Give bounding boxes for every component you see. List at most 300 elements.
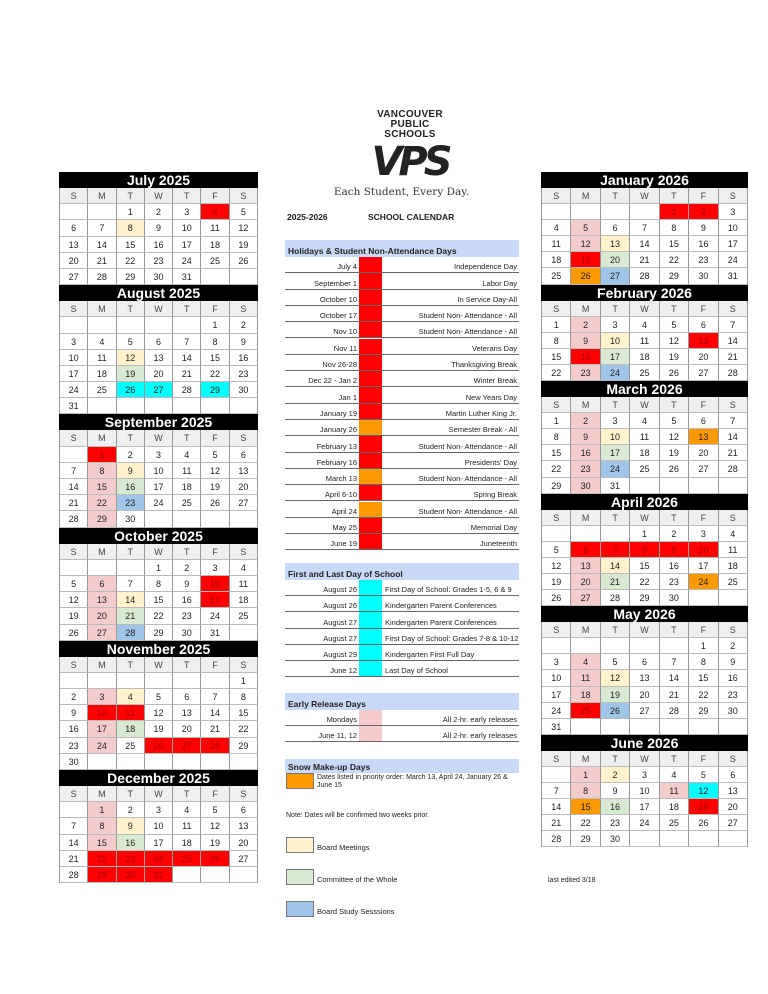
day-cell: 30 (117, 867, 145, 883)
day-cell: 7 (630, 220, 659, 236)
day-cell: 17 (145, 835, 173, 851)
weekday-label: M (88, 188, 116, 204)
color-swatch (359, 518, 382, 533)
empty-cell (230, 754, 258, 770)
day-cell: 15 (542, 349, 571, 365)
day-cell: 21 (60, 851, 88, 867)
first-last-row (285, 645, 519, 661)
title-year: 2025-2026 (287, 212, 328, 222)
weekday-label: M (571, 751, 600, 767)
day-cell: 10 (145, 463, 173, 479)
logo-mark: VPS (371, 139, 449, 185)
day-cell: 8 (542, 429, 571, 445)
day-cell: 28 (719, 461, 748, 477)
day-cell: 15 (117, 237, 145, 253)
month-grid (541, 622, 748, 735)
holiday-row (285, 273, 519, 289)
weekday-label: T (660, 397, 689, 413)
weekday-label: S (60, 544, 88, 560)
day-cell: 14 (719, 333, 748, 349)
day-cell: 1 (230, 673, 258, 689)
month-title: April 2026 (541, 494, 748, 510)
day-cell: 30 (660, 590, 689, 606)
day-cell: 14 (719, 429, 748, 445)
day-cell: 26 (689, 815, 718, 831)
event-date: August 26 (323, 601, 357, 611)
day-cell: 23 (117, 851, 145, 867)
day-cell: 29 (630, 590, 659, 606)
empty-cell (117, 398, 145, 414)
event-date: February 16 (316, 457, 357, 467)
empty-cell (601, 638, 630, 654)
day-cell: 4 (88, 334, 116, 350)
day-cell: 13 (571, 558, 600, 574)
month-calendar (59, 172, 258, 285)
snow-heading: Snow Make-up Days (285, 759, 519, 773)
holiday-row (285, 371, 519, 387)
day-cell: 22 (88, 851, 116, 867)
month-title: June 2026 (541, 735, 748, 751)
day-cell: 20 (230, 479, 258, 495)
weekday-label: T (173, 430, 201, 446)
empty-cell (689, 831, 718, 847)
empty-cell (689, 719, 718, 735)
day-cell: 26 (60, 625, 88, 641)
empty-cell (630, 638, 659, 654)
day-cell: 5 (660, 413, 689, 429)
month-grid (541, 397, 748, 494)
day-cell: 29 (145, 625, 173, 641)
day-cell: 10 (689, 542, 718, 558)
weekday-label: W (145, 544, 173, 560)
event-date: Dec 22 - Jan 2 (308, 376, 357, 386)
day-cell: 5 (201, 447, 229, 463)
day-cell: 19 (201, 835, 229, 851)
empty-cell (201, 754, 229, 770)
day-cell: 3 (145, 447, 173, 463)
empty-cell (117, 673, 145, 689)
day-cell: 29 (201, 382, 229, 398)
day-cell: 30 (173, 625, 201, 641)
day-cell: 15 (88, 835, 116, 851)
weekday-label: F (689, 397, 718, 413)
day-cell: 24 (60, 382, 88, 398)
day-cell: 3 (601, 413, 630, 429)
day-cell: 23 (145, 253, 173, 269)
month-calendar (541, 494, 748, 607)
day-cell: 26 (201, 851, 229, 867)
day-cell: 8 (230, 689, 258, 705)
event-date: Jan 1 (338, 392, 357, 402)
day-cell: 11 (719, 542, 748, 558)
empty-cell (571, 204, 600, 220)
day-cell: 25 (230, 608, 258, 624)
day-cell: 23 (60, 738, 88, 754)
event-description: First Day of School: Grades 7-8 & 10-12 (385, 633, 519, 643)
day-cell: 17 (145, 479, 173, 495)
day-cell: 10 (601, 333, 630, 349)
empty-cell (117, 317, 145, 333)
day-cell: 19 (230, 237, 258, 253)
day-cell: 24 (542, 703, 571, 719)
weekday-label: S (719, 751, 748, 767)
day-cell: 8 (571, 783, 600, 799)
day-cell: 31 (201, 625, 229, 641)
day-cell: 13 (230, 463, 258, 479)
empty-cell (719, 831, 748, 847)
day-cell: 24 (719, 252, 748, 268)
month-title: January 2026 (541, 172, 748, 188)
day-cell: 1 (542, 413, 571, 429)
day-cell: 2 (145, 204, 173, 220)
day-cell: 6 (88, 576, 116, 592)
day-cell: 26 (201, 495, 229, 511)
color-swatch (359, 322, 382, 337)
empty-cell (601, 204, 630, 220)
month-grid (541, 188, 748, 285)
weekday-label: S (719, 510, 748, 526)
day-cell: 11 (630, 333, 659, 349)
day-cell: 9 (117, 818, 145, 834)
day-cell: 14 (88, 237, 116, 253)
day-cell: 2 (689, 204, 718, 220)
weekday-label: F (201, 301, 229, 317)
day-cell: 9 (571, 429, 600, 445)
first-last-row (285, 629, 519, 645)
day-cell: 19 (571, 252, 600, 268)
weekday-label: F (689, 301, 718, 317)
day-cell: 6 (719, 767, 748, 783)
day-cell: 6 (60, 220, 88, 236)
holiday-row (285, 453, 519, 469)
day-cell: 22 (660, 252, 689, 268)
day-cell: 16 (719, 670, 748, 686)
empty-cell (689, 590, 718, 606)
weekday-label: T (601, 510, 630, 526)
day-cell: 14 (542, 799, 571, 815)
day-cell: 16 (689, 236, 718, 252)
event-date: January 19 (319, 408, 357, 418)
day-cell: 2 (60, 689, 88, 705)
event-date: June 12 (330, 666, 357, 676)
day-cell: 5 (571, 220, 600, 236)
day-cell: 31 (60, 398, 88, 414)
weekday-label: T (601, 397, 630, 413)
empty-cell (201, 867, 229, 883)
day-cell: 27 (601, 268, 630, 284)
day-cell: 21 (201, 721, 229, 737)
month-title: September 2025 (59, 414, 258, 430)
event-date: August 29 (323, 649, 357, 659)
day-cell: 22 (542, 461, 571, 477)
holiday-row (285, 469, 519, 485)
empty-cell (689, 478, 718, 494)
day-cell: 15 (201, 350, 229, 366)
last-edited: last edited 3/18 (548, 877, 596, 884)
day-cell: 20 (571, 574, 600, 590)
empty-cell (88, 204, 116, 220)
day-cell: 2 (230, 317, 258, 333)
day-cell: 3 (719, 204, 748, 220)
day-cell: 28 (660, 703, 689, 719)
weekday-label: S (60, 430, 88, 446)
day-cell: 23 (601, 815, 630, 831)
event-date: January 26 (319, 425, 357, 435)
empty-cell (173, 754, 201, 770)
weekday-label: W (630, 301, 659, 317)
month-calendar (59, 770, 258, 883)
day-cell: 12 (660, 429, 689, 445)
holidays-heading: Holidays & Student Non-Attendance Days (285, 240, 519, 257)
day-cell: 24 (601, 461, 630, 477)
day-cell: 1 (689, 638, 718, 654)
day-cell: 29 (689, 703, 718, 719)
event-date: October 10 (319, 294, 357, 304)
day-cell: 16 (601, 799, 630, 815)
legend-label: Board Study Sesssions (317, 907, 395, 916)
day-cell: 28 (601, 590, 630, 606)
day-cell: 22 (201, 366, 229, 382)
day-cell: 10 (88, 705, 116, 721)
day-cell: 21 (660, 687, 689, 703)
day-cell: 12 (571, 236, 600, 252)
day-cell: 22 (230, 721, 258, 737)
weekday-label: F (689, 751, 718, 767)
day-cell: 13 (230, 818, 258, 834)
day-cell: 20 (230, 835, 258, 851)
empty-cell (60, 317, 88, 333)
day-cell: 12 (145, 705, 173, 721)
day-cell: 3 (630, 767, 659, 783)
day-cell: 7 (601, 542, 630, 558)
holiday-row (285, 322, 519, 338)
weekday-label: S (60, 657, 88, 673)
day-cell: 15 (145, 592, 173, 608)
day-cell: 17 (542, 687, 571, 703)
day-cell: 15 (660, 236, 689, 252)
day-cell: 19 (689, 799, 718, 815)
day-cell: 8 (88, 463, 116, 479)
event-date: July 4 (337, 262, 357, 272)
month-title: May 2026 (541, 606, 748, 622)
day-cell: 6 (173, 689, 201, 705)
event-description: Spring Break (473, 490, 517, 500)
day-cell: 17 (630, 799, 659, 815)
day-cell: 22 (689, 687, 718, 703)
day-cell: 28 (542, 831, 571, 847)
day-cell: 27 (60, 269, 88, 285)
day-cell: 5 (145, 689, 173, 705)
event-date: February 13 (316, 441, 357, 451)
weekday-label: S (719, 622, 748, 638)
color-swatch (359, 420, 382, 435)
event-description: Martin Luther King Jr. (445, 408, 517, 418)
empty-cell (630, 204, 659, 220)
empty-cell (630, 719, 659, 735)
day-cell: 26 (145, 738, 173, 754)
weekday-label: W (630, 622, 659, 638)
empty-cell (145, 511, 173, 527)
note: Note: Dates will be confirmed two weeks prior. (286, 812, 430, 819)
month-title: October 2025 (59, 528, 258, 544)
empty-cell (88, 754, 116, 770)
day-cell: 11 (173, 463, 201, 479)
event-description: Independence Day (454, 262, 517, 272)
day-cell: 8 (630, 542, 659, 558)
day-cell: 16 (145, 237, 173, 253)
day-cell: 30 (719, 703, 748, 719)
event-description: Kindergarten First Full Day (385, 649, 475, 659)
weekday-label: T (601, 622, 630, 638)
day-cell: 9 (571, 333, 600, 349)
first-last-row (285, 596, 519, 612)
day-cell: 21 (719, 349, 748, 365)
color-swatch (359, 387, 382, 402)
day-cell: 13 (145, 350, 173, 366)
day-cell: 31 (145, 867, 173, 883)
day-cell: 2 (571, 413, 600, 429)
empty-cell (88, 673, 116, 689)
month-title: December 2025 (59, 770, 258, 786)
event-date: Nov 26-28 (322, 360, 357, 370)
day-cell: 28 (173, 382, 201, 398)
event-description: Kindergarten Parent Conferences (385, 617, 497, 627)
day-cell: 12 (201, 818, 229, 834)
weekday-label: F (689, 188, 718, 204)
weekday-label: T (173, 657, 201, 673)
weekday-label: T (601, 188, 630, 204)
day-cell: 8 (689, 654, 718, 670)
day-cell: 15 (689, 670, 718, 686)
calendar-column-left (59, 172, 258, 883)
empty-cell (145, 317, 173, 333)
day-cell: 14 (660, 670, 689, 686)
color-swatch (359, 273, 382, 288)
day-cell: 23 (719, 687, 748, 703)
color-swatch (359, 404, 382, 419)
day-cell: 10 (542, 670, 571, 686)
day-cell: 3 (201, 560, 229, 576)
event-date: Nov 10 (333, 327, 357, 337)
day-cell: 7 (660, 654, 689, 670)
day-cell: 6 (630, 654, 659, 670)
day-cell: 20 (719, 799, 748, 815)
day-cell: 6 (230, 802, 258, 818)
day-cell: 20 (173, 721, 201, 737)
day-cell: 28 (201, 738, 229, 754)
day-cell: 22 (542, 365, 571, 381)
day-cell: 27 (173, 738, 201, 754)
logo-line2: PUBLIC SCHOOLS (384, 119, 436, 140)
event-description: Kindergarten Parent Conferences (385, 601, 497, 611)
day-cell: 2 (660, 526, 689, 542)
event-description: Student Non- Attendance - All (418, 311, 517, 321)
weekday-label: T (660, 751, 689, 767)
weekday-label: S (719, 301, 748, 317)
snow-description: Dates listed in priority order: March 13, April 24, January 26 & June 15 (317, 774, 508, 789)
first-last-row (285, 612, 519, 628)
day-cell: 9 (230, 334, 258, 350)
day-cell: 5 (660, 317, 689, 333)
legend-swatch (286, 901, 314, 917)
day-cell: 6 (145, 334, 173, 350)
day-cell: 19 (201, 479, 229, 495)
day-cell: 27 (689, 461, 718, 477)
day-cell: 25 (660, 815, 689, 831)
day-cell: 3 (88, 689, 116, 705)
empty-cell (173, 511, 201, 527)
day-cell: 3 (60, 334, 88, 350)
day-cell: 1 (542, 317, 571, 333)
color-swatch (359, 726, 382, 741)
weekday-label: W (145, 301, 173, 317)
event-date: April 24 (331, 506, 357, 516)
day-cell: 12 (601, 670, 630, 686)
day-cell: 3 (542, 654, 571, 670)
day-cell: 2 (117, 802, 145, 818)
empty-cell (173, 673, 201, 689)
day-cell: 25 (542, 268, 571, 284)
day-cell: 10 (145, 818, 173, 834)
day-cell: 15 (542, 445, 571, 461)
day-cell: 4 (630, 317, 659, 333)
day-cell: 18 (173, 479, 201, 495)
day-cell: 5 (601, 654, 630, 670)
weekday-label: S (230, 301, 258, 317)
holiday-row (285, 306, 519, 322)
month-grid (541, 301, 748, 381)
day-cell: 26 (542, 590, 571, 606)
day-cell: 27 (88, 625, 116, 641)
day-cell: 4 (719, 526, 748, 542)
day-cell: 19 (601, 687, 630, 703)
weekday-label: T (601, 301, 630, 317)
day-cell: 12 (60, 592, 88, 608)
event-description: New Years Day (465, 392, 517, 402)
legend-label: Committee of the Whole (317, 875, 398, 884)
empty-cell (630, 478, 659, 494)
weekday-label: M (88, 786, 116, 802)
day-cell: 8 (542, 333, 571, 349)
day-cell: 17 (173, 237, 201, 253)
day-cell: 28 (60, 511, 88, 527)
day-cell: 6 (571, 542, 600, 558)
event-date: March 13 (325, 474, 357, 484)
color-swatch (359, 502, 382, 517)
event-description: Thanksgiving Break (451, 360, 517, 370)
day-cell: 25 (201, 253, 229, 269)
day-cell: 27 (571, 590, 600, 606)
day-cell: 24 (201, 608, 229, 624)
day-cell: 28 (719, 365, 748, 381)
day-cell: 10 (719, 220, 748, 236)
weekday-label: W (630, 510, 659, 526)
month-calendar (541, 285, 748, 381)
weekday-label: S (542, 301, 571, 317)
day-cell: 24 (689, 574, 718, 590)
weekday-label: W (145, 786, 173, 802)
day-cell: 13 (689, 333, 718, 349)
color-swatch (359, 436, 382, 451)
month-grid (59, 301, 258, 414)
empty-cell (60, 447, 88, 463)
day-cell: 7 (719, 413, 748, 429)
day-cell: 8 (660, 220, 689, 236)
day-cell: 11 (660, 783, 689, 799)
weekday-label: T (173, 301, 201, 317)
holiday-row (285, 404, 519, 420)
day-cell: 13 (689, 429, 718, 445)
